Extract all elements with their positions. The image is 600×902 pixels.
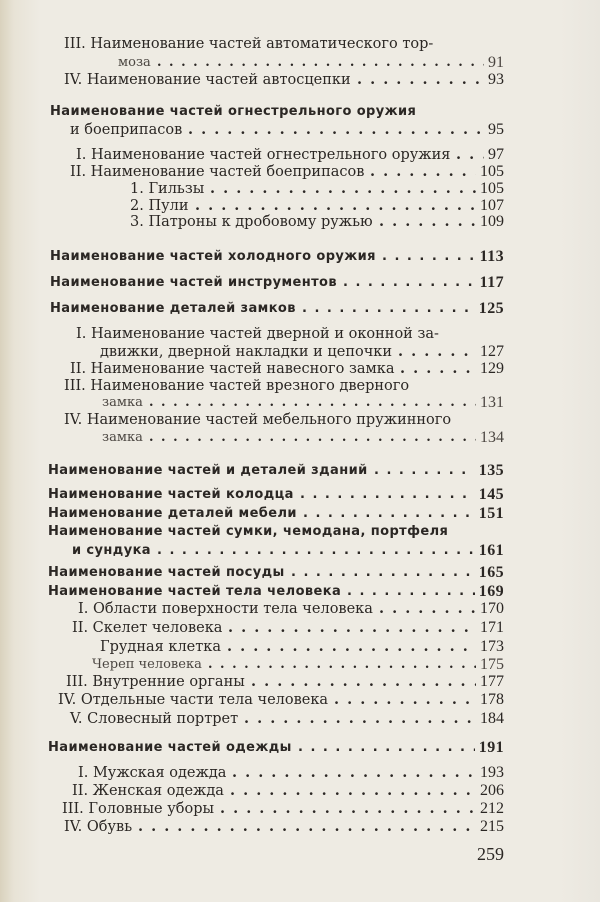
toc-page-number: 107 <box>480 197 504 214</box>
toc-entry-text: 2. Пули <box>130 198 189 214</box>
toc-page-number: 134 <box>480 429 504 446</box>
leader-dots <box>398 343 476 361</box>
toc-entry-text: III. Наименование частей автоматического тор- <box>64 36 434 52</box>
toc-page-number: 173 <box>480 638 504 655</box>
toc-entry-text: замка <box>102 430 143 445</box>
toc-entry-text: Наименование частей сумки, чемодана, портфеля <box>48 524 449 539</box>
toc-entry <box>0 800 600 818</box>
toc-page-number: 129 <box>480 360 504 377</box>
toc-entry <box>0 300 600 318</box>
leader-dots <box>230 782 476 800</box>
toc-entry <box>0 542 600 560</box>
toc-entry-text: IV. Наименование частей автосцепки <box>64 72 351 88</box>
toc-entry-text: Наименование деталей замков <box>50 301 296 316</box>
toc-entry <box>0 360 600 378</box>
toc-page-number: 131 <box>480 394 504 411</box>
toc-entry-text: моза <box>118 55 151 70</box>
toc-entry-text: II. Женская одежда <box>72 783 224 799</box>
toc-page-number: 145 <box>478 486 504 503</box>
toc-entry-text: IV. Отдельные части тела человека <box>58 692 329 708</box>
toc-entry <box>0 213 600 231</box>
toc-entry-text: I. Наименование частей огнестрельного оружия <box>76 147 451 163</box>
toc-entry-text: Наименование частей инструментов <box>50 275 337 290</box>
leader-dots <box>303 505 475 523</box>
toc-entry-text: Грудная клетка <box>100 639 221 655</box>
toc-entry <box>0 146 600 164</box>
toc-entry <box>0 638 600 656</box>
toc-page-number: 177 <box>480 673 504 690</box>
toc-entry-text: Наименование частей посуды <box>48 565 285 580</box>
leader-dots <box>334 691 476 709</box>
toc-entry <box>0 248 600 266</box>
toc-entry-text: Наименование частей огнестрельного оружия <box>50 104 417 119</box>
leader-dots <box>379 600 476 618</box>
toc-entry <box>0 103 600 121</box>
leader-dots <box>302 300 475 318</box>
leader-dots <box>208 656 476 674</box>
toc-entry <box>0 411 600 429</box>
toc-page-number: 193 <box>480 764 504 781</box>
toc-page-number: 113 <box>479 248 504 265</box>
toc-entry-text: 1. Гильзы <box>130 181 205 197</box>
toc-page-number: 95 <box>488 121 504 138</box>
toc-entry-text: V. Словесный портрет <box>70 711 239 727</box>
toc-entry <box>0 486 600 504</box>
toc-page-number: 191 <box>478 739 504 756</box>
toc-page-number: 117 <box>479 274 504 291</box>
toc-entry-text: III. Внутренние органы <box>66 674 245 690</box>
toc-entry-text: и сундука <box>72 543 151 558</box>
leader-dots <box>138 818 476 836</box>
toc-entry <box>0 274 600 292</box>
toc-page-number: 169 <box>478 583 504 600</box>
toc-page-number: 165 <box>478 564 504 581</box>
toc-entry-text: II. Скелет человека <box>72 620 223 636</box>
toc-entry <box>0 121 600 139</box>
toc-entry-text: I. Мужская одежда <box>78 765 227 781</box>
toc-entry <box>0 691 600 709</box>
toc-entry-text: II. Наименование частей навесного замка <box>70 361 395 377</box>
toc-page-number: 105 <box>480 163 504 180</box>
toc-entry <box>0 739 600 757</box>
toc-entry-text: IV. Наименование частей мебельного пружинного <box>64 412 452 428</box>
leader-dots <box>374 462 475 480</box>
toc-page-number: 175 <box>480 656 504 673</box>
leader-dots <box>157 54 484 72</box>
toc-entry-text: Наименование частей и деталей зданий <box>48 463 368 478</box>
leader-dots <box>149 394 476 412</box>
toc-entry-text: Наименование частей одежды <box>48 740 292 755</box>
leader-dots <box>379 213 476 231</box>
toc-entry-text: движки, дверной накладки и цепочки <box>100 344 393 360</box>
toc-page-number: 184 <box>480 710 504 727</box>
leader-dots <box>456 146 484 164</box>
toc-entry-text: IV. Обувь <box>64 819 133 835</box>
toc-entry-text: Череп человека <box>92 657 202 672</box>
leader-dots <box>251 673 476 691</box>
toc-entry <box>0 163 600 181</box>
toc-entry <box>0 54 600 72</box>
toc-entry <box>0 656 600 674</box>
leader-dots <box>228 619 476 637</box>
leader-dots <box>220 800 476 818</box>
toc-page-number: 161 <box>478 542 504 559</box>
toc-entry <box>0 35 600 53</box>
toc-entry <box>0 673 600 691</box>
toc-entry <box>0 71 600 89</box>
toc-entry <box>0 818 600 836</box>
leader-dots <box>227 638 476 656</box>
toc-page-number: 91 <box>488 54 504 71</box>
toc-page-number: 135 <box>478 462 504 479</box>
toc-entry <box>0 564 600 582</box>
leader-dots <box>291 564 475 582</box>
toc-page-number: 206 <box>480 782 504 799</box>
toc-entry <box>0 505 600 523</box>
toc-entry-text: II. Наименование частей боеприпасов <box>70 164 365 180</box>
toc-entry-text: I. Области поверхности тела человека <box>78 601 373 617</box>
toc-entry <box>0 523 600 541</box>
toc-entry-text: 3. Патроны к дробовому ружью <box>130 214 373 230</box>
toc-entry <box>0 764 600 782</box>
leader-dots <box>357 71 484 89</box>
toc-entry <box>0 462 600 480</box>
toc-page-number: 171 <box>480 619 504 636</box>
toc-entry <box>0 394 600 412</box>
toc-entry <box>0 180 600 198</box>
toc-entry <box>0 429 600 447</box>
leader-dots <box>382 248 476 266</box>
toc-entry <box>0 325 600 343</box>
toc-page-number: 127 <box>480 343 504 360</box>
toc-page-number: 212 <box>480 800 504 817</box>
toc-page-number: 125 <box>478 300 504 317</box>
toc-entry-text: Наименование частей холодного оружия <box>50 249 376 264</box>
toc-page-number: 215 <box>480 818 504 835</box>
leader-dots <box>244 710 476 728</box>
leader-dots <box>210 180 476 198</box>
toc-page-number: 97 <box>488 146 504 163</box>
leader-dots <box>298 739 475 757</box>
leader-dots <box>232 764 476 782</box>
toc-entry-text: замка <box>102 395 143 410</box>
toc-page-number: 178 <box>480 691 504 708</box>
toc-entry <box>0 619 600 637</box>
toc-entry <box>0 343 600 361</box>
toc-page-number: 109 <box>480 213 504 230</box>
toc-entry <box>0 600 600 618</box>
toc-entry-text: III. Головные уборы <box>62 801 215 817</box>
leader-dots <box>370 163 476 181</box>
toc-page-number: 151 <box>478 505 504 522</box>
leader-dots <box>157 542 475 560</box>
toc-entry-text: Наименование деталей мебели <box>48 506 297 521</box>
leader-dots <box>343 274 476 292</box>
toc-entry-text: I. Наименование частей дверной и оконной за- <box>76 326 439 342</box>
leader-dots <box>400 360 476 378</box>
toc-page-number: 105 <box>480 180 504 197</box>
toc-entry-text: III. Наименование частей врезного дверного <box>64 378 410 394</box>
leader-dots <box>188 121 484 139</box>
leader-dots <box>347 583 475 601</box>
toc-page-number: 93 <box>488 71 504 88</box>
page-number: 259 <box>477 844 504 864</box>
leader-dots <box>149 429 476 447</box>
toc-entry <box>0 583 600 601</box>
toc-entry-text: и боеприпасов <box>70 122 183 138</box>
toc-entry-text: Наименование частей колодца <box>48 487 294 502</box>
toc-entry <box>0 710 600 728</box>
toc-entry-text: Наименование частей тела человека <box>48 584 342 599</box>
leader-dots <box>300 486 475 504</box>
toc-entry <box>0 377 600 395</box>
toc-entry <box>0 782 600 800</box>
toc-page-number: 170 <box>480 600 504 617</box>
